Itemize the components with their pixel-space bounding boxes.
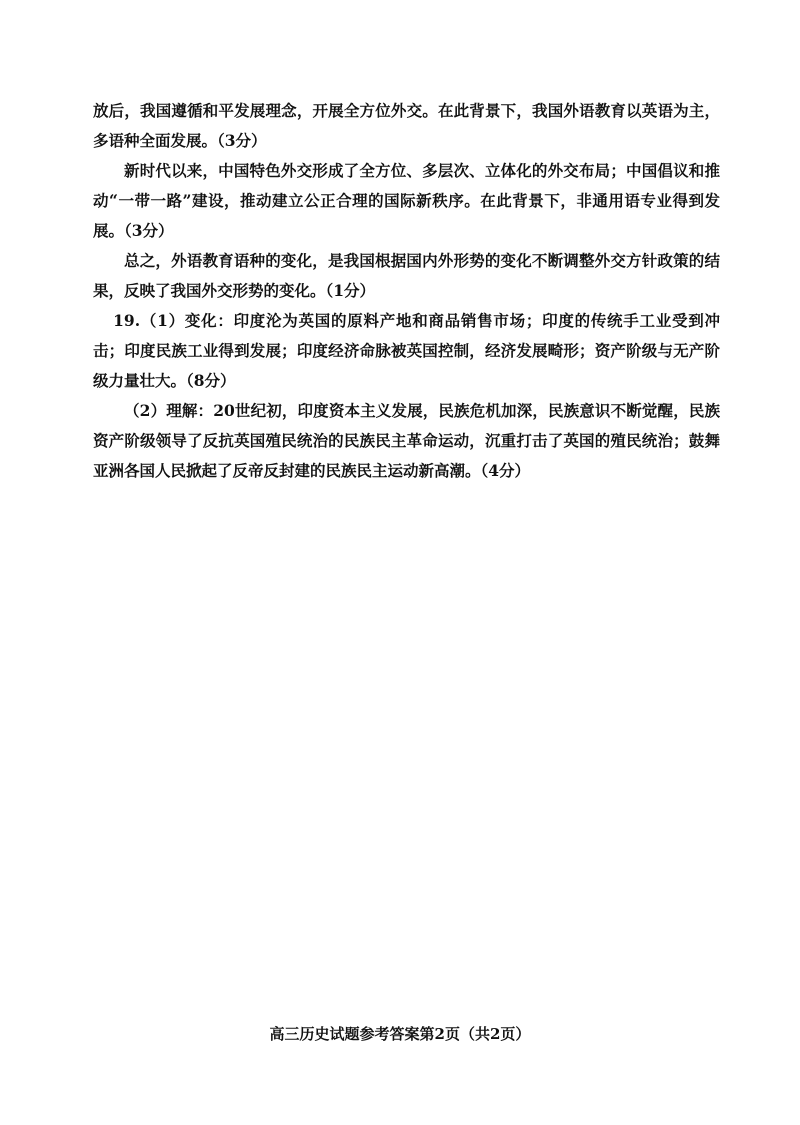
paragraph-new-era: 新时代以来，中国特色外交形成了全方位、多层次、立体化的外交布局；中国倡议和推动“一带一路”建设，推动建立公正合理的国际新秩序。在此背景下，非通用语专业得到发展。（3分） bbox=[93, 161, 720, 240]
paragraph-q19-part1: 19.（1）变化：印度沦为英国的原料产地和商品销售市场；印度的传统手工业受到冲击；印度民族工业得到发展；印度经济命脉被英国控制，经济发展畸形；资产阶级与无产阶级力量壮大。（8分） bbox=[93, 311, 720, 390]
answer-content bbox=[93, 96, 720, 486]
paragraph-q19-part2: （2）理解：20世纪初，印度资本主义发展，民族危机加深，民族意识不断觉醒，民族资产阶级领导了反抗英国殖民统治的民族民主革命运动，沉重打击了英国的殖民统治；鼓舞亚洲各国人民掀起了反帝反封建的民族民主运动新高潮。（4分） bbox=[93, 401, 720, 480]
page-footer: 高三历史试题参考答案第2页（共2页） bbox=[269, 1025, 531, 1043]
paragraph-summary: 总之，外语教育语种的变化，是我国根据国内外形势的变化不断调整外交方针政策的结果，反映了我国外交形势的变化。（1分） bbox=[93, 251, 720, 300]
paragraph-continuation: 放后，我国遵循和平发展理念，开展全方位外交。在此背景下，我国外语教育以英语为主，多语种全面发展。（3分） bbox=[93, 101, 720, 150]
